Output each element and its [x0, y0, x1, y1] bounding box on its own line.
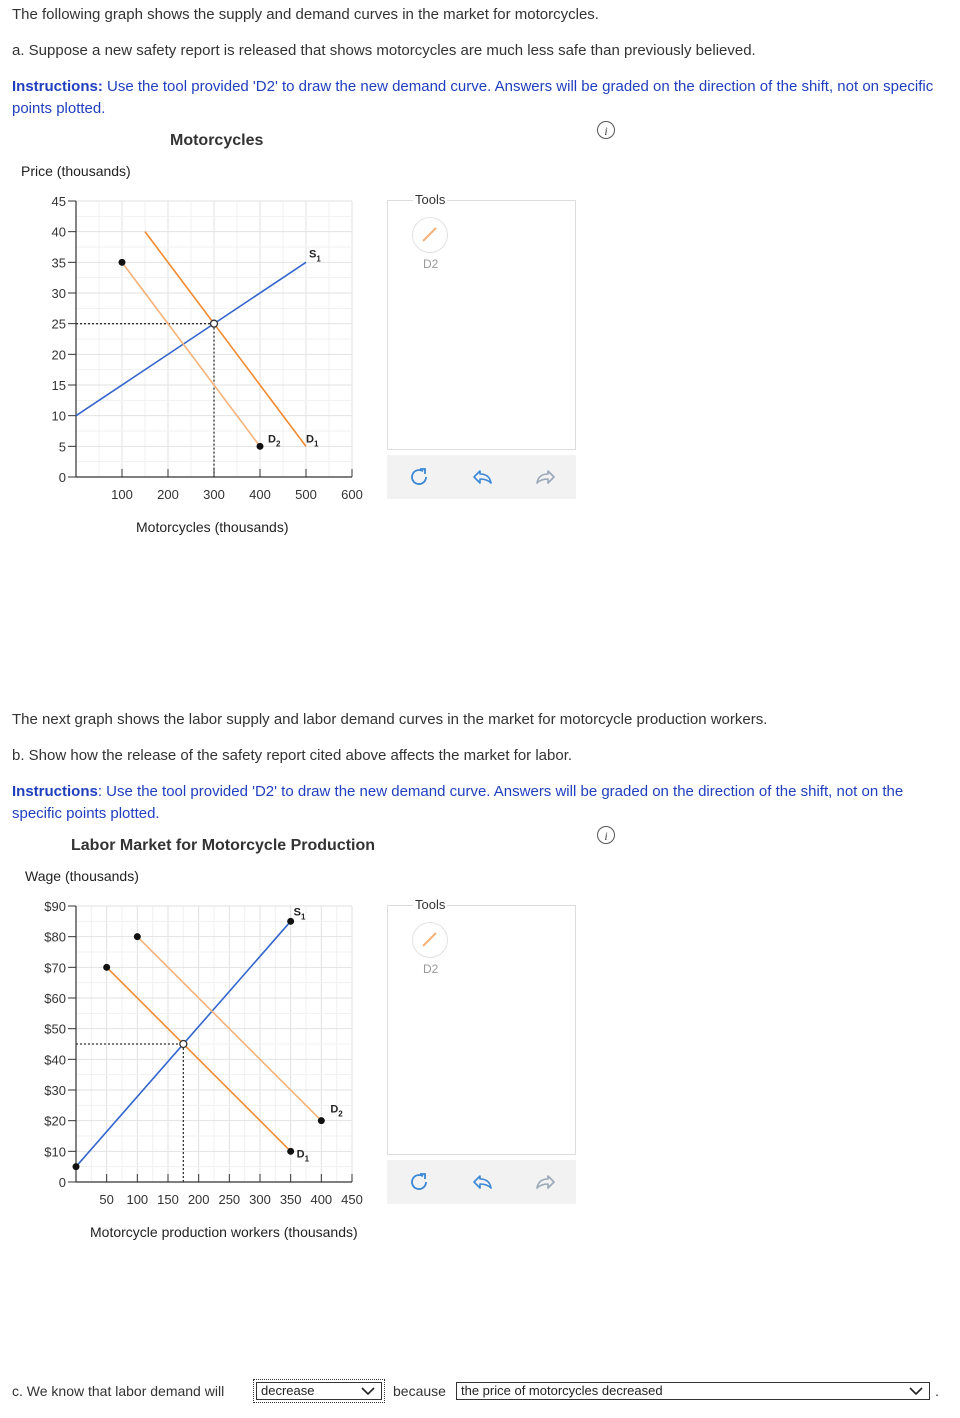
curve-label-d2: $D_2$	[330, 1103, 343, 1119]
undo-icon[interactable]	[471, 1170, 495, 1194]
x-tick-label: 600	[341, 487, 363, 502]
y-tick-label: 45	[51, 194, 66, 209]
y-tick-label: 25	[51, 316, 66, 332]
y-tick-label: $70	[44, 960, 66, 976]
curve-label-s1: $S_1$	[309, 248, 321, 264]
curve-label-d1: $D_1$	[296, 1148, 310, 1164]
x-tick-label: 400	[310, 1192, 333, 1207]
d2-tool-label: D2	[423, 962, 439, 976]
y-tick-label: $90	[44, 899, 66, 914]
x-tick-label: 450	[341, 1192, 363, 1207]
d2-tool-button[interactable]	[412, 922, 448, 958]
tools-label: Tools	[415, 192, 446, 207]
instructions-label: Instructions:	[12, 78, 103, 95]
y-tick-label: 20	[51, 347, 66, 363]
part-c-prefix: c. We know that labor demand will	[12, 1383, 225, 1399]
part-a-intro: The following graph shows the supply and demand curves in the market for motorcycles.	[12, 6, 599, 23]
info-icon[interactable]: i	[597, 121, 615, 139]
curve-point	[287, 918, 294, 925]
y-tick-label: $80	[44, 929, 66, 945]
chart-b-title: Labor Market for Motorcycle Production	[71, 837, 376, 854]
y-tick-label: 0	[58, 470, 66, 485]
y-tick-label: 30	[51, 286, 66, 301]
tools-label: Tools	[415, 897, 446, 912]
x-tick-label: 200	[157, 487, 179, 502]
x-tick-label: 100	[126, 1192, 149, 1207]
chart-b-ylabel: Wage (thousands)	[25, 868, 139, 884]
x-tick-label: 300	[203, 487, 225, 502]
y-tick-label: 40	[51, 224, 66, 240]
d2-tool-button[interactable]	[412, 217, 448, 253]
x-tick-label: 400	[249, 487, 271, 502]
equilibrium-point	[180, 1041, 187, 1048]
labor-demand-select[interactable]	[256, 1382, 382, 1400]
chevron-down-icon	[909, 1384, 923, 1398]
chart-a-title: Motorcycles	[170, 132, 264, 149]
x-tick-label: 300	[249, 1192, 271, 1207]
chart-b-xlabel: Motorcycle production workers (thousands)	[90, 1224, 358, 1240]
y-tick-label: $40	[44, 1052, 66, 1068]
y-tick-label: $10	[44, 1144, 66, 1160]
y-tick-label: 0	[58, 1175, 66, 1190]
line-tool-icon	[413, 923, 446, 956]
part-c-because: because	[393, 1383, 446, 1399]
reason-select[interactable]	[456, 1382, 930, 1400]
reset-icon[interactable]	[407, 465, 431, 489]
d2-tool-label: D2	[423, 257, 439, 271]
part-c-sentence	[12, 1380, 224, 1402]
x-tick-label: 500	[295, 487, 317, 502]
part-a-question: a. Suppose a new safety report is released that shows motorcycles are much less safe than previously believed.	[12, 42, 756, 59]
y-tick-label: 35	[51, 255, 66, 271]
instructions-text: : Use the tool provided 'D2' to draw the new demand curve. Answers will be graded on the direction of the shift, not on the specific points plotted.	[12, 783, 904, 822]
y-tick-label: $20	[44, 1113, 66, 1129]
curve-point	[318, 1117, 325, 1124]
tool-bar	[387, 1160, 576, 1204]
labor-demand-select-value: decrease	[261, 1383, 315, 1398]
tools-panel	[387, 192, 576, 450]
reset-icon[interactable]	[407, 1170, 431, 1194]
curve-label-s1: $S_1$	[293, 906, 306, 922]
info-icon[interactable]: i	[597, 826, 615, 844]
chart-a-xlabel: Motorcycles (thousands)	[136, 519, 289, 535]
tools-panel	[387, 897, 576, 1155]
curve-label-d2: $D_2$	[268, 433, 281, 449]
reason-select-value: the price of motorcycles decreased	[461, 1383, 663, 1398]
x-tick-label: 150	[157, 1192, 179, 1207]
x-tick-label: 200	[187, 1192, 210, 1207]
undo-icon[interactable]	[471, 465, 495, 489]
y-tick-label: 15	[51, 378, 66, 393]
redo-icon[interactable]	[533, 465, 557, 489]
chart-a-ylabel: Price (thousands)	[21, 163, 131, 179]
x-tick-label: 350	[279, 1192, 302, 1207]
y-tick-label: $50	[44, 1021, 66, 1037]
curve-point	[103, 964, 110, 971]
curve-point	[287, 1148, 294, 1155]
curve-label-d1: $D_1$	[306, 433, 319, 449]
x-tick-label: 100	[111, 487, 133, 502]
line-tool-icon	[413, 218, 446, 251]
chevron-down-icon	[361, 1384, 375, 1398]
curve-point	[134, 933, 141, 940]
part-b-question: b. Show how the release of the safety report cited above affects the market for labor.	[12, 747, 573, 764]
y-tick-label: $30	[44, 1083, 66, 1098]
part-c-period: .	[935, 1383, 939, 1399]
curve-point	[73, 1163, 80, 1170]
x-tick-label: 250	[218, 1192, 241, 1207]
part-b-intro: The next graph shows the labor supply and labor demand curves in the market for motorcycle production workers.	[12, 711, 768, 728]
redo-icon[interactable]	[533, 1170, 557, 1194]
tool-bar	[387, 455, 576, 499]
x-tick-label: 50	[99, 1192, 114, 1207]
instructions-text: Use the tool provided 'D2' to draw the new demand curve. Answers will be graded on the direction of the shift, not on specific points plotted.	[12, 78, 934, 117]
chart-b[interactable]	[0, 0, 400, 1230]
y-tick-label: $60	[44, 991, 66, 1006]
y-tick-label: 10	[51, 408, 66, 424]
instructions-label: Instructions	[12, 783, 98, 800]
y-tick-label: 5	[58, 439, 66, 455]
